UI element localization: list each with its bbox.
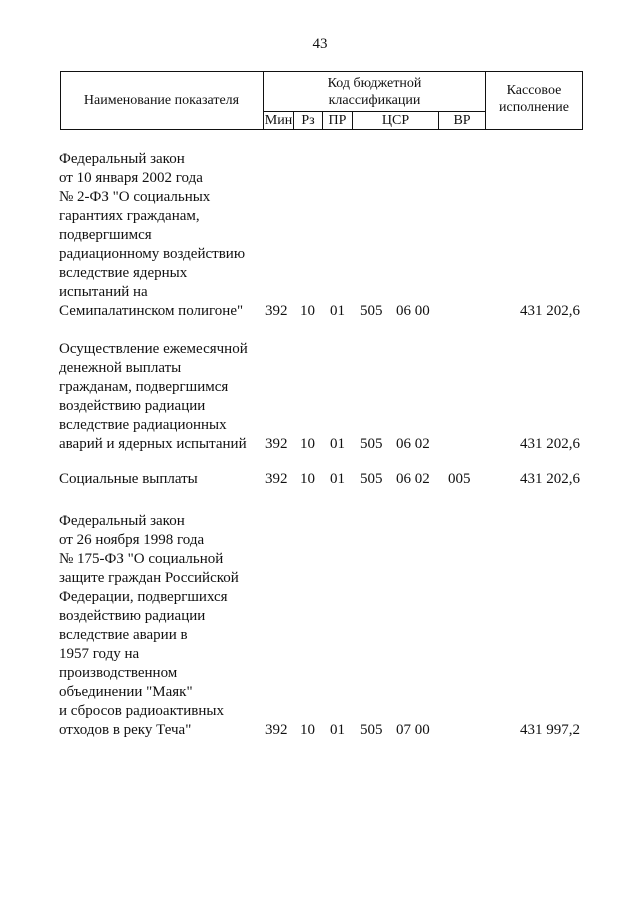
row-name-line: и сбросов радиоактивных <box>59 703 224 719</box>
cell-amount: 431 202,6 <box>520 436 580 452</box>
header-code-group-line-1: Код бюджетной <box>327 76 422 91</box>
cell-csr-program: 505 <box>360 471 383 487</box>
row-name-line: аварий и ядерных испытаний <box>59 436 247 452</box>
row-name-line: Федеральный закон <box>59 513 185 529</box>
row-name-line: 1957 году на <box>59 646 140 662</box>
row-name-line: № 2-ФЗ "О социальных <box>59 189 211 205</box>
cell-rz: 10 <box>300 436 315 452</box>
row-name-line: Социальные выплаты <box>59 471 198 487</box>
row-name-line: гарантиях гражданам, <box>59 208 200 224</box>
header-col-csr: ЦСР <box>381 113 410 128</box>
cell-pr: 01 <box>330 436 345 452</box>
row-name-line: подвергшимся <box>59 227 152 243</box>
row-name-line: Федерации, подвергшихся <box>59 589 228 605</box>
header-col-min: Мин <box>264 113 293 128</box>
table-header <box>60 71 583 130</box>
cell-pr: 01 <box>330 471 345 487</box>
header-top-border <box>60 71 583 72</box>
header-right-border <box>582 71 583 130</box>
row-name-line: воздействию радиации <box>59 608 206 624</box>
row-name-line: гражданам, подвергшимся <box>59 379 229 395</box>
row-name-line: защите граждан Российской <box>59 570 239 586</box>
cell-pr: 01 <box>330 303 345 319</box>
cell-rz: 10 <box>300 471 315 487</box>
cell-min: 392 <box>265 436 288 452</box>
row-name-line: от 10 января 2002 года <box>59 170 203 186</box>
cell-csr-item: 06 02 <box>396 436 430 452</box>
row-name-line: денежной выплаты <box>59 360 182 376</box>
cell-csr-program: 505 <box>360 303 383 319</box>
cell-vr: 005 <box>448 471 471 487</box>
row-name-line: Федеральный закон <box>59 151 185 167</box>
header-cash-column <box>486 82 582 116</box>
cell-amount: 431 202,6 <box>520 303 580 319</box>
row-name-line: № 175-ФЗ "О социальной <box>59 551 224 567</box>
row-name-line: от 26 ноября 1998 года <box>59 532 205 548</box>
row-name-line: воздействию радиации <box>59 398 206 414</box>
cell-min: 392 <box>265 471 288 487</box>
row-name-line: Семипалатинском полигоне" <box>59 303 244 319</box>
cell-min: 392 <box>265 303 288 319</box>
header-cash-line-1: Кассовое <box>506 83 562 98</box>
cell-csr-program: 505 <box>360 722 383 738</box>
header-col-rz: Рз <box>301 113 315 128</box>
header-col-vr: ВР <box>453 113 471 128</box>
header-code-group-line-2: классификации <box>328 93 421 108</box>
cell-min: 392 <box>265 722 288 738</box>
cell-csr-item: 06 00 <box>396 303 430 319</box>
cell-amount: 431 997,2 <box>520 722 580 738</box>
cell-rz: 10 <box>300 722 315 738</box>
cell-pr: 01 <box>330 722 345 738</box>
header-code-group <box>264 75 485 109</box>
header-name-column: Наименование показателя <box>83 93 240 108</box>
row-name-line: вследствие ядерных <box>59 265 188 281</box>
cell-rz: 10 <box>300 303 315 319</box>
page-number: 43 <box>312 36 328 52</box>
row-name-line: вследствие аварии в <box>59 627 188 643</box>
row-name-line: объединении "Маяк" <box>59 684 193 700</box>
cell-csr-item: 07 00 <box>396 722 430 738</box>
header-col-pr: ПР <box>328 113 347 128</box>
cell-csr-program: 505 <box>360 436 383 452</box>
row-name-line: радиационному воздействию <box>59 246 246 262</box>
row-name-line: производственном <box>59 665 178 681</box>
row-name-line: вследствие радиационных <box>59 417 227 433</box>
row-name-line: отходов в реку Теча" <box>59 722 192 738</box>
row-name-line: Осуществление ежемесячной <box>59 341 248 357</box>
header-cash-line-2: исполнение <box>499 100 569 115</box>
cell-csr-item: 06 02 <box>396 471 430 487</box>
row-name-line: испытаний на <box>59 284 148 300</box>
cell-amount: 431 202,6 <box>520 471 580 487</box>
